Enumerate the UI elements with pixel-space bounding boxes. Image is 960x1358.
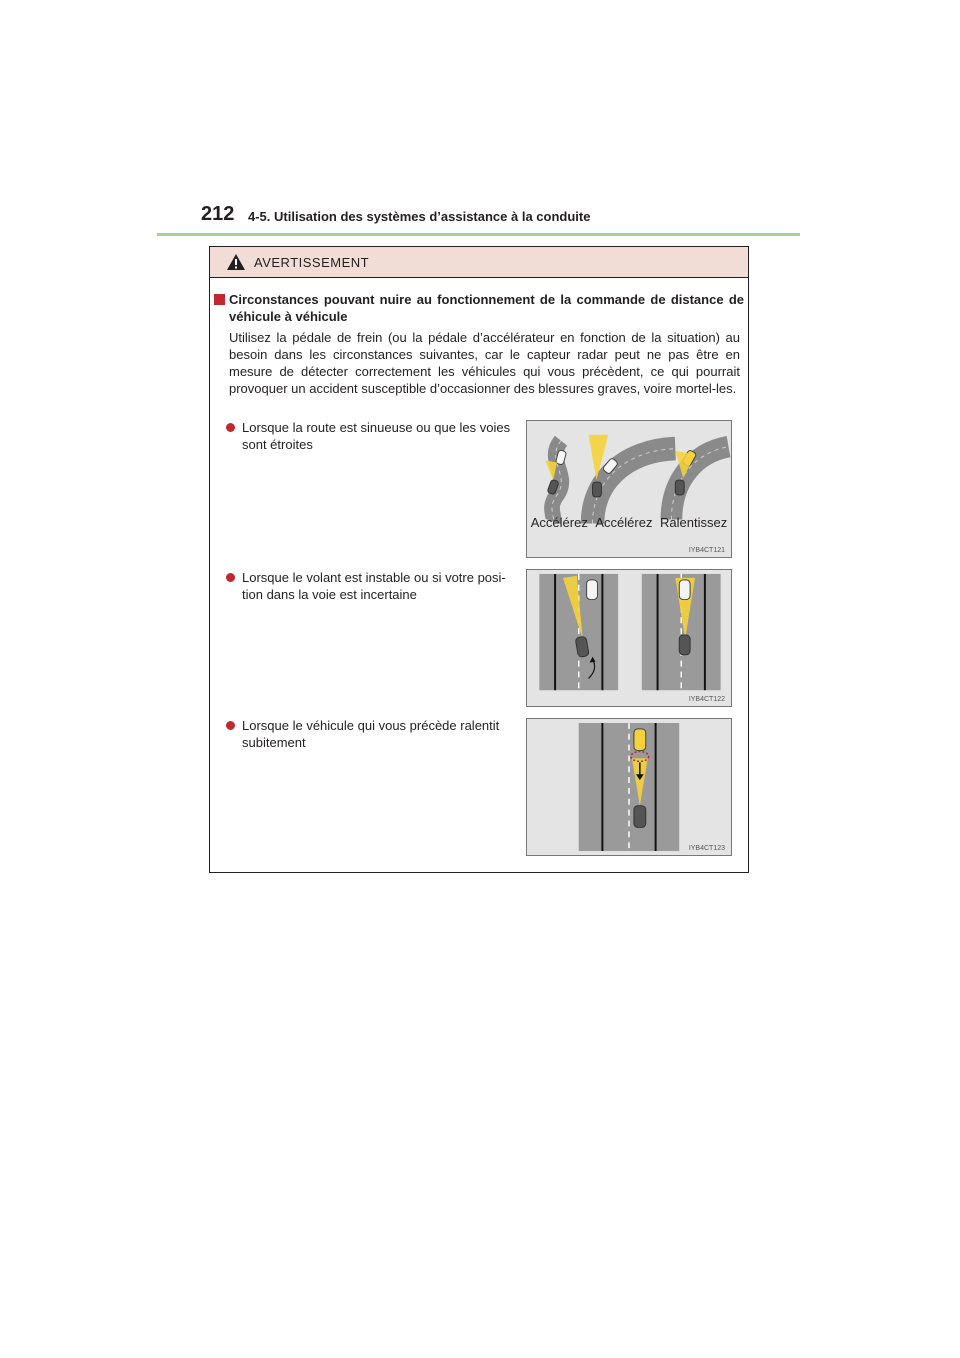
warning-heading-text: Circonstances pouvant nuire au fonctionnement de la commande de distance de véhicule à véhicule (229, 292, 744, 324)
figure-code: IYB4CT122 (688, 696, 725, 703)
figure-code: IYB4CT123 (688, 845, 725, 852)
figure-label: Accélérez (530, 515, 588, 530)
warning-header (210, 247, 748, 278)
case-label: Lorsque le volant est instable ou si votre posi-tion dans la voie est incertaine (242, 570, 506, 602)
case-label: Lorsque le véhicule qui vous précède ralentit subitement (242, 718, 500, 750)
case-label: Lorsque la route est sinueuse ou que les voies sont étroites (242, 420, 511, 452)
square-bullet-icon (214, 294, 225, 305)
case-item (226, 419, 518, 453)
figure-label: Ralentissez (660, 515, 728, 530)
case-item (226, 569, 518, 603)
page-number: 212 (201, 203, 235, 225)
warning-heading (214, 291, 744, 325)
unstable-steering-illustration (527, 570, 731, 706)
sudden-braking-illustration (527, 719, 731, 855)
section-title: 4-5. Utilisation des systèmes d’assistance à la conduite (248, 209, 591, 224)
warning-triangle-icon (226, 253, 246, 271)
warning-body: Utilisez la pédale de frein (ou la pédale d’accélérateur en fonction de la situation) au besoin dans les circonstances suivantes, car le capteur radar peut ne pas être en mesure de détecter correctement les véhicules qui vous précèdent, ce qui pourrait provoquer un accident susceptible d’occasionner des blessures graves, voire mortel-les. (229, 330, 740, 396)
figure-label: Accélérez (595, 515, 653, 530)
case-item (226, 717, 518, 751)
header-rule (157, 233, 800, 236)
warning-title: AVERTISSEMENT (254, 254, 370, 270)
figure-code: IYB4CT121 (688, 547, 725, 554)
curved-road-illustration (527, 421, 731, 557)
circle-bullet-icon (226, 423, 235, 432)
circle-bullet-icon (226, 573, 235, 582)
figure-curved-road (526, 420, 732, 558)
figure-labels (527, 515, 731, 530)
figure-unstable-steering (526, 569, 732, 707)
warning-box (209, 246, 749, 873)
figure-sudden-braking (526, 718, 732, 856)
circle-bullet-icon (226, 721, 235, 730)
